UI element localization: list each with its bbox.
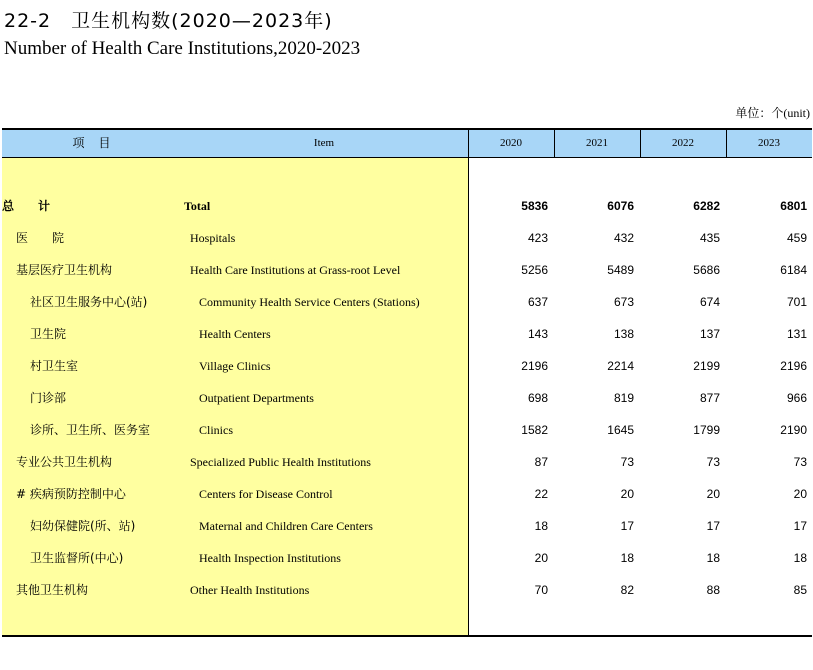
cell-value: 2196: [521, 359, 548, 373]
table-row: [2, 510, 812, 542]
cell-value: 17: [620, 519, 634, 533]
row-label-en: Village Clinics: [199, 359, 271, 373]
cell-value: 1645: [607, 423, 634, 437]
cell-value: 435: [699, 231, 720, 245]
cell-value: 637: [527, 295, 548, 309]
cell-value: 17: [706, 519, 720, 533]
title-english: Number of Health Care Institutions,2020-2023: [4, 38, 361, 59]
cell-value: 432: [613, 231, 634, 245]
header-year-2020: 2020: [500, 137, 522, 149]
row-label-cn: 卫生院: [30, 327, 67, 341]
row-label-cn: 村卫生室: [30, 359, 79, 373]
unit-label: 单位：个(unit): [735, 106, 810, 120]
cell-value: 819: [613, 391, 634, 405]
row-label-cn: 妇幼保健院(所、站): [30, 519, 136, 533]
cell-value: 6184: [780, 263, 807, 277]
data-table: [2, 128, 812, 637]
table-row: [2, 574, 812, 606]
cell-value: 5256: [521, 263, 548, 277]
row-label-cn: 门诊部: [30, 391, 67, 405]
cell-value: 20: [706, 487, 720, 501]
cell-value: 6801: [780, 199, 807, 213]
table-row: [2, 222, 812, 254]
row-label-en: Hospitals: [190, 231, 236, 245]
cell-value: 5686: [693, 263, 720, 277]
row-label-cn: 基层医疗卫生机构: [16, 263, 113, 277]
cell-value: 73: [706, 455, 720, 469]
row-label-en: Other Health Institutions: [190, 583, 310, 597]
header-year-2023: 2023: [758, 137, 780, 149]
cell-value: 18: [534, 519, 548, 533]
cell-value: 143: [527, 327, 548, 341]
cell-value: 87: [534, 455, 548, 469]
cell-value: 88: [706, 583, 720, 597]
row-label-en: Health Inspection Institutions: [199, 551, 341, 565]
table-row: [2, 254, 812, 286]
row-label-en: Health Care Institutions at Grass-root Level: [190, 263, 401, 277]
row-label-en: Centers for Disease Control: [199, 487, 333, 501]
cell-value: 22: [534, 487, 548, 501]
row-label-cn: 医 院: [16, 231, 65, 245]
row-label-en: Total: [184, 199, 211, 213]
table-row: [2, 414, 812, 446]
table-row: [2, 318, 812, 350]
cell-value: 2190: [780, 423, 807, 437]
cell-value: 1582: [521, 423, 548, 437]
table-row: [2, 542, 812, 574]
cell-value: 966: [786, 391, 807, 405]
row-label-cn: 社区卫生服务中心(站): [30, 295, 148, 309]
row-label-cn: 专业公共卫生机构: [16, 455, 113, 469]
cell-value: 2214: [607, 359, 634, 373]
row-label-en: Community Health Service Centers (Stations): [199, 295, 420, 309]
table-row: [2, 286, 812, 318]
cell-value: 73: [793, 455, 807, 469]
row-label-en: Specialized Public Health Institutions: [190, 455, 371, 469]
cell-value: 423: [527, 231, 548, 245]
cell-value: 698: [527, 391, 548, 405]
cell-value: 877: [699, 391, 720, 405]
row-label-en: Outpatient Departments: [199, 391, 314, 405]
cell-value: 18: [620, 551, 634, 565]
cell-value: 674: [699, 295, 720, 309]
table-row: [2, 382, 812, 414]
cell-value: 137: [699, 327, 720, 341]
cell-value: 6076: [607, 199, 634, 213]
header-item-cn: 项 目: [72, 136, 112, 150]
row-label-cn: 诊所、卫生所、医务室: [30, 423, 151, 437]
table-row: [2, 446, 812, 478]
table-row: [2, 350, 812, 382]
cell-value: 2199: [693, 359, 720, 373]
cell-value: 17: [793, 519, 807, 533]
cell-value: 20: [620, 487, 634, 501]
row-label-cn: 卫生监督所(中心): [30, 551, 124, 565]
table-bottom-rule: [2, 635, 812, 637]
cell-value: 459: [786, 231, 807, 245]
cell-value: 18: [706, 551, 720, 565]
cell-value: 131: [786, 327, 807, 341]
cell-value: 85: [793, 583, 807, 597]
cell-value: 82: [620, 583, 634, 597]
cell-value: 20: [793, 487, 807, 501]
row-label-cn: 其他卫生机构: [16, 583, 89, 597]
row-label-en: Maternal and Children Care Centers: [199, 519, 373, 533]
cell-value: 701: [786, 295, 807, 309]
cell-value: 2196: [780, 359, 807, 373]
title-chinese: 22-2 卫生机构数(2020—2023年): [4, 10, 333, 32]
cell-value: 70: [534, 583, 548, 597]
table-row: [2, 478, 812, 510]
row-label-cn: 总 计: [2, 199, 51, 213]
row-label-en: Health Centers: [199, 327, 271, 341]
cell-value: 6282: [693, 199, 720, 213]
cell-value: 1799: [693, 423, 720, 437]
cell-value: 73: [620, 455, 634, 469]
table-row: [2, 190, 812, 222]
cell-value: 5836: [521, 199, 548, 213]
header-item-en: Item: [313, 137, 335, 149]
header-year-2021: 2021: [586, 137, 608, 149]
header-year-2022: 2022: [672, 137, 694, 149]
cell-value: 20: [534, 551, 548, 565]
row-label-cn: # 疾病预防控制中心: [16, 487, 126, 501]
row-label-en: Clinics: [199, 423, 234, 437]
cell-value: 673: [613, 295, 634, 309]
cell-value: 5489: [607, 263, 634, 277]
cell-value: 18: [793, 551, 807, 565]
cell-value: 138: [613, 327, 634, 341]
